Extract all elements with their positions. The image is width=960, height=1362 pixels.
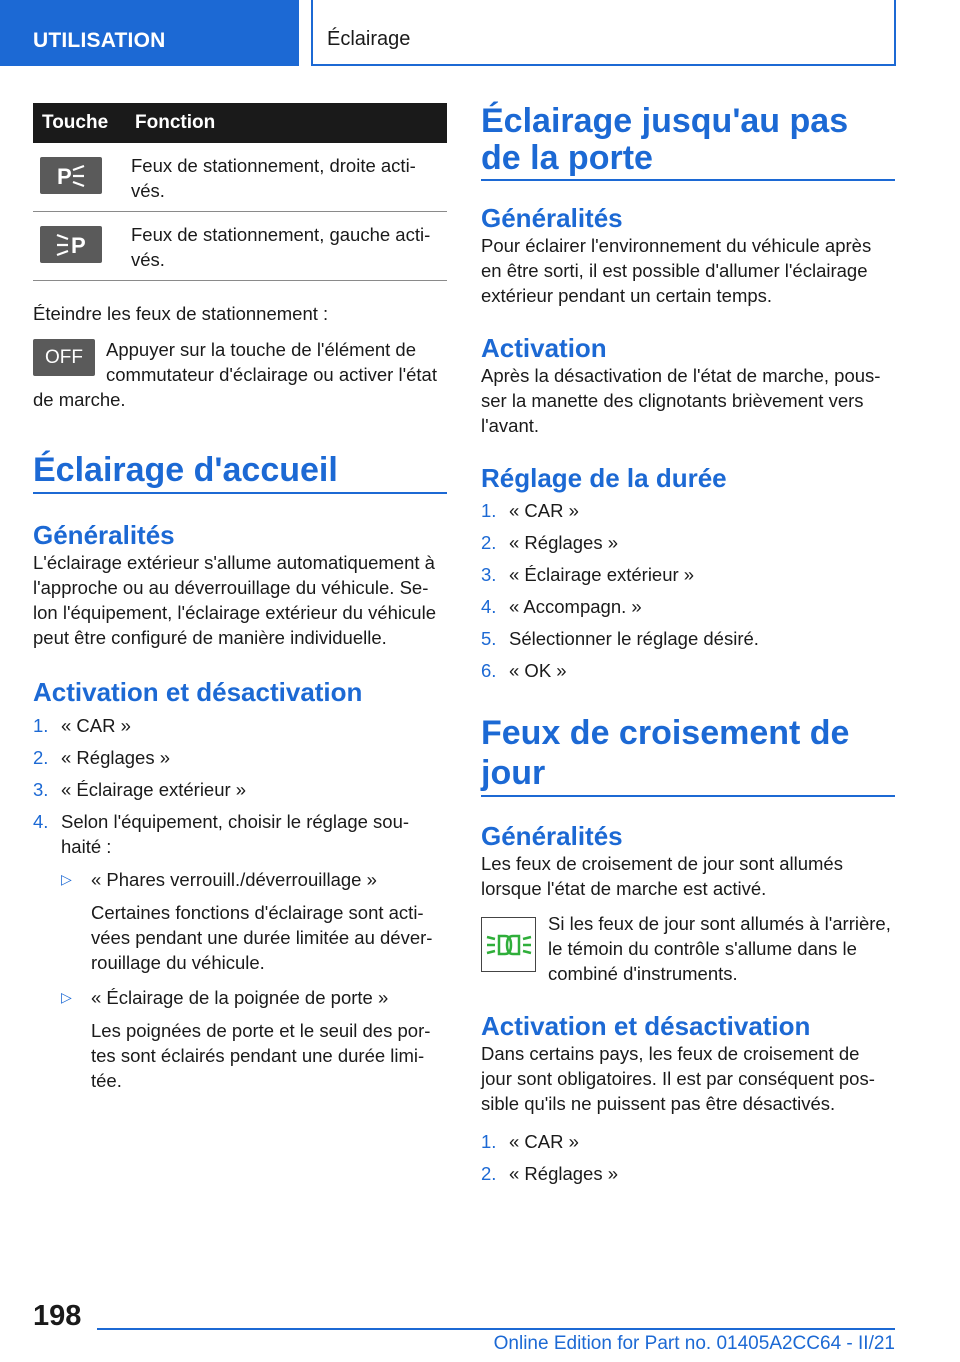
welcome-general-title: Généralités	[33, 520, 175, 550]
option-label: « Phares verrouill./déverrouillage »	[91, 869, 377, 890]
list-item: 4. Selon l'équipement, choisir le réglage sou‐haité : ▷ « Phares verrouill./déverrouillage » Certaines fonctions d'éclairage sont acti‐vées pendant une durée limitée au déver‐rouillage du véhicule. ▷ « Éclairage de la poignée de porte » Les poignées de porte et le seuil des por‐tes sont éclairés pendant une durée limi‐tée.	[33, 809, 447, 1093]
edition-text: Online Edition for Part no. 01405A2CC64 - II/21	[493, 1333, 895, 1354]
daytime-running-light-icon	[481, 917, 536, 972]
table-row	[33, 143, 447, 212]
footer-divider	[97, 1328, 895, 1330]
table-header-key: Touche	[33, 103, 131, 143]
right-column	[481, 103, 895, 1193]
welcome-activation-title: Activation et désactivation	[33, 677, 363, 707]
drl-general-title: Généralités	[481, 821, 623, 851]
list-item: 6. « OK »	[481, 660, 567, 681]
door-duration-title: Réglage de la durée	[481, 463, 727, 493]
list-item: 2. « Réglages »	[481, 532, 619, 553]
drl-section-heading	[481, 713, 895, 797]
section-title: UTILISATION	[33, 29, 166, 52]
section-tab	[0, 0, 299, 66]
drl-indicator-text: Si les feux de jour sont allumés à l'arrière, le témoin du contrôle s'allume dans le combiné d'instruments.	[548, 913, 891, 984]
drl-steps-list	[481, 1129, 895, 1186]
option-description: Certaines fonctions d'éclairage sont acti‐vées pendant une durée limitée au déver‐rouillage du véhicule.	[91, 902, 433, 973]
off-button-icon: OFF	[33, 339, 95, 376]
door-general-text: Pour éclairer l'environnement du véhicule après en être sorti, il est possible d'allumer l'éclairage extérieur pendant un certain temps.	[481, 235, 872, 306]
option-item	[61, 985, 447, 1093]
option-item	[61, 867, 447, 975]
list-item: 5. Sélectionner le réglage désiré.	[481, 628, 759, 649]
list-item: 3. « Éclairage extérieur »	[33, 779, 247, 800]
welcome-general-text: L'éclairage extérieur s'allume automatiquement à l'approche ou au déverrouillage du véhicule. Se‐lon l'équipement, l'éclairage extérieur du véhicule peut être configuré de manière individuelle.	[33, 552, 436, 648]
list-item: 2. « Réglages »	[33, 747, 171, 768]
welcome-title: Éclairage d'accueil	[33, 451, 338, 489]
drl-activation-text: Dans certains pays, les feux de croisement de jour sont obligatoires. Il est par conséquent pos‐sible qu'ils ne puissent pas être désactivés.	[481, 1043, 875, 1114]
door-activation-title: Activation	[481, 333, 607, 363]
door-section-heading	[481, 103, 895, 181]
list-item: 1. « CAR »	[481, 500, 579, 521]
svg-text:P: P	[57, 163, 72, 189]
chapter-title: Éclairage	[327, 28, 411, 50]
svg-text:P: P	[71, 232, 86, 258]
drl-title: Feux de croisement de jour	[481, 714, 850, 792]
parking-light-left-icon	[40, 226, 102, 263]
door-activation-text: Après la désactivation de l'état de marche, pous‐ser la manette des clignotants brièvement vers l'avant.	[481, 365, 881, 436]
door-title: Éclairage jusqu'au pas de la porte	[481, 102, 849, 177]
table-cell-function: Feux de stationnement, droite acti‐vés.	[131, 143, 447, 212]
door-general-title: Généralités	[481, 203, 623, 233]
table-header-function: Fonction	[131, 103, 447, 143]
welcome-section-heading	[33, 450, 447, 494]
off-instruction-text: Appuyer sur la touche de l'élément de commutateur d'éclairage ou activer l'état de marche.	[33, 339, 437, 410]
list-item: 2. « Réglages »	[481, 1163, 619, 1184]
left-column	[33, 103, 447, 1103]
welcome-options-list	[61, 867, 447, 1093]
parking-light-right-icon	[40, 157, 102, 194]
key-function-table	[33, 103, 447, 281]
off-instruction	[33, 337, 447, 412]
chapter-tab	[311, 0, 896, 66]
triangle-bullet-icon: ▷	[61, 989, 72, 1005]
off-intro-text: Éteindre les feux de stationnement :	[33, 303, 329, 324]
drl-activation-title: Activation et désactivation	[481, 1011, 811, 1041]
list-item: 3. « Éclairage extérieur »	[481, 564, 695, 585]
option-label: « Éclairage de la poignée de porte »	[91, 987, 389, 1008]
table-row	[33, 212, 447, 281]
list-item: 1. « CAR »	[33, 715, 131, 736]
door-steps-list	[481, 498, 895, 683]
drl-general-text: Les feux de croisement de jour sont allumés lorsque l'état de marche est activé.	[481, 853, 843, 899]
welcome-steps-list	[33, 713, 447, 1093]
drl-indicator-note	[481, 911, 895, 986]
list-item: 4. « Accompagn. »	[481, 596, 642, 617]
table-cell-function: Feux de stationnement, gauche acti‐vés.	[131, 212, 447, 281]
option-description: Les poignées de porte et le seuil des por‐tes sont éclairés pendant une durée limi‐tée.	[91, 1020, 431, 1091]
page-number: 198	[33, 1300, 82, 1332]
list-item: 1. « CAR »	[481, 1131, 579, 1152]
triangle-bullet-icon: ▷	[61, 871, 72, 887]
